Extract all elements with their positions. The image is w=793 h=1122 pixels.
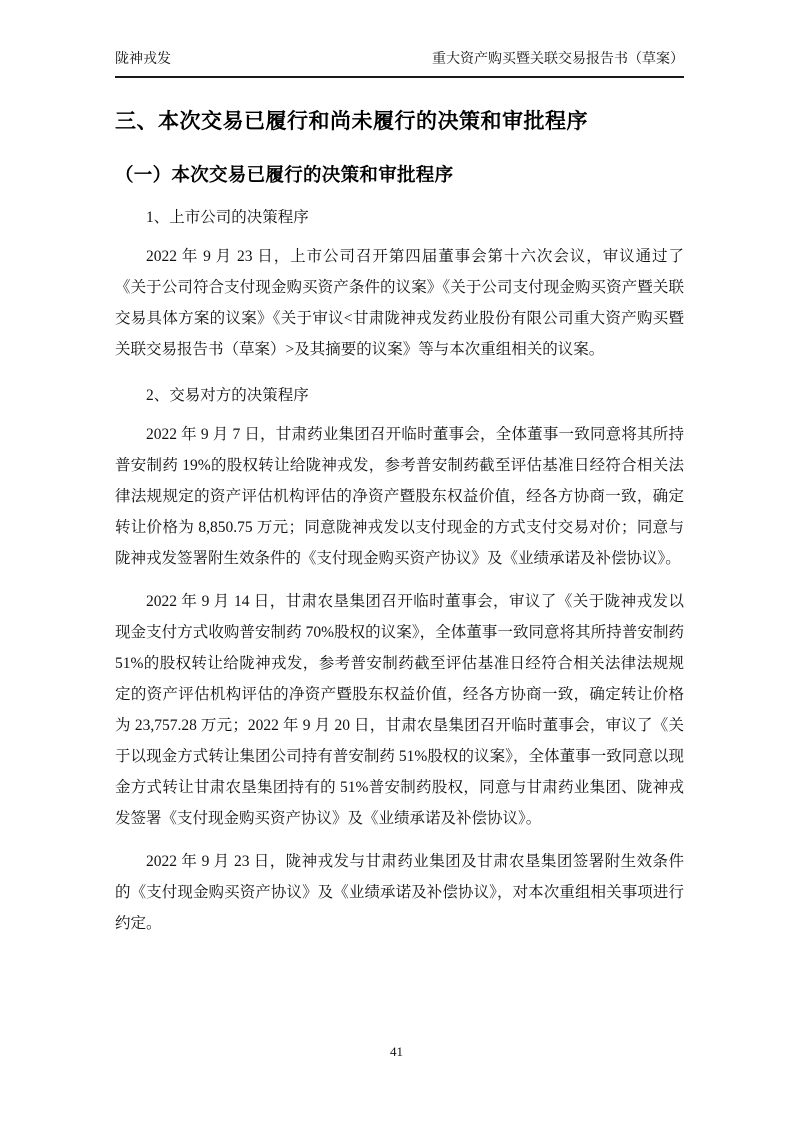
header-divider: [115, 76, 684, 78]
numbered-item-heading-1: 1、上市公司的决策程序: [146, 209, 309, 226]
body-paragraph: 2022 年 9 月 23 日，陇神戎发与甘肃药业集团及甘肃农垦集团签署附生效条件的《支付现金购买资产协议》及《业绩承诺及补偿协议》，对本次重组相关事项进行约定。: [115, 853, 684, 932]
section-heading: 三、本次交易已履行和尚未履行的决策和审批程序: [115, 110, 588, 133]
page-header: [115, 50, 684, 76]
numbered-item-heading-2: 2、交易对方的决策程序: [146, 387, 309, 404]
body-paragraph: 2022 年 9 月 7 日，甘肃药业集团召开临时董事会，全体董事一致同意将其所持普安制药 19%的股权转让给陇神戎发，参考普安制药截至评估基准日经符合相关法律法规规定的资产评估机构评估的净资产暨股东权益价值，经各方协商一致，确定转让价格为 8,850.75 万元；同意陇神戎发以支付现金的方式支付交易对价；同意与陇神戎发签署附生效条件的《支付现金购买资产协议》及《业绩承诺及补偿协议》。: [115, 426, 684, 567]
body-paragraph: 2022 年 9 月 23 日，上市公司召开第四届董事会第十六次会议，审议通过了《关于公司符合支付现金购买资产条件的议案》《关于公司支付现金购买资产暨关联交易具体方案的议案》《关于审议<甘肃陇神戎发药业股份有限公司重大资产购买暨关联交易报告书（草案）>及其摘要的议案》等与本次重组相关的议案。: [115, 248, 684, 358]
page-number: 41: [390, 1044, 403, 1059]
header-company-name: 陇神戎发: [115, 52, 171, 67]
subsection-heading: （一）本次交易已履行的决策和审批程序: [115, 164, 454, 185]
header-report-title: 重大资产购买暨关联交易报告书（草案）: [432, 52, 684, 67]
body-paragraph: 2022 年 9 月 14 日，甘肃农垦集团召开临时董事会，审议了《关于陇神戎发以现金支付方式收购普安制药 70%股权的议案》，全体董事一致同意将其所持普安制药 51%的股权转让给陇神戎发，参考普安制药截至评估基准日经符合相关法律法规规定的资产评估机构评估的净资产暨股东权益价值，经各方协商一致，确定转让价格为 23,757.28 万元；2022 年 9 月 20 日，甘肃农垦集团召开临时董事会，审议了《关于以现金方式转让集团公司持有普安制药 51%股权的议案》，全体董事一致同意以现金方式转让甘肃农垦集团持有的 51%普安制药股权，同意与甘肃药业集团、陇神戎发签署《支付现金购买资产协议》及《业绩承诺及补偿协议》。: [115, 593, 684, 827]
